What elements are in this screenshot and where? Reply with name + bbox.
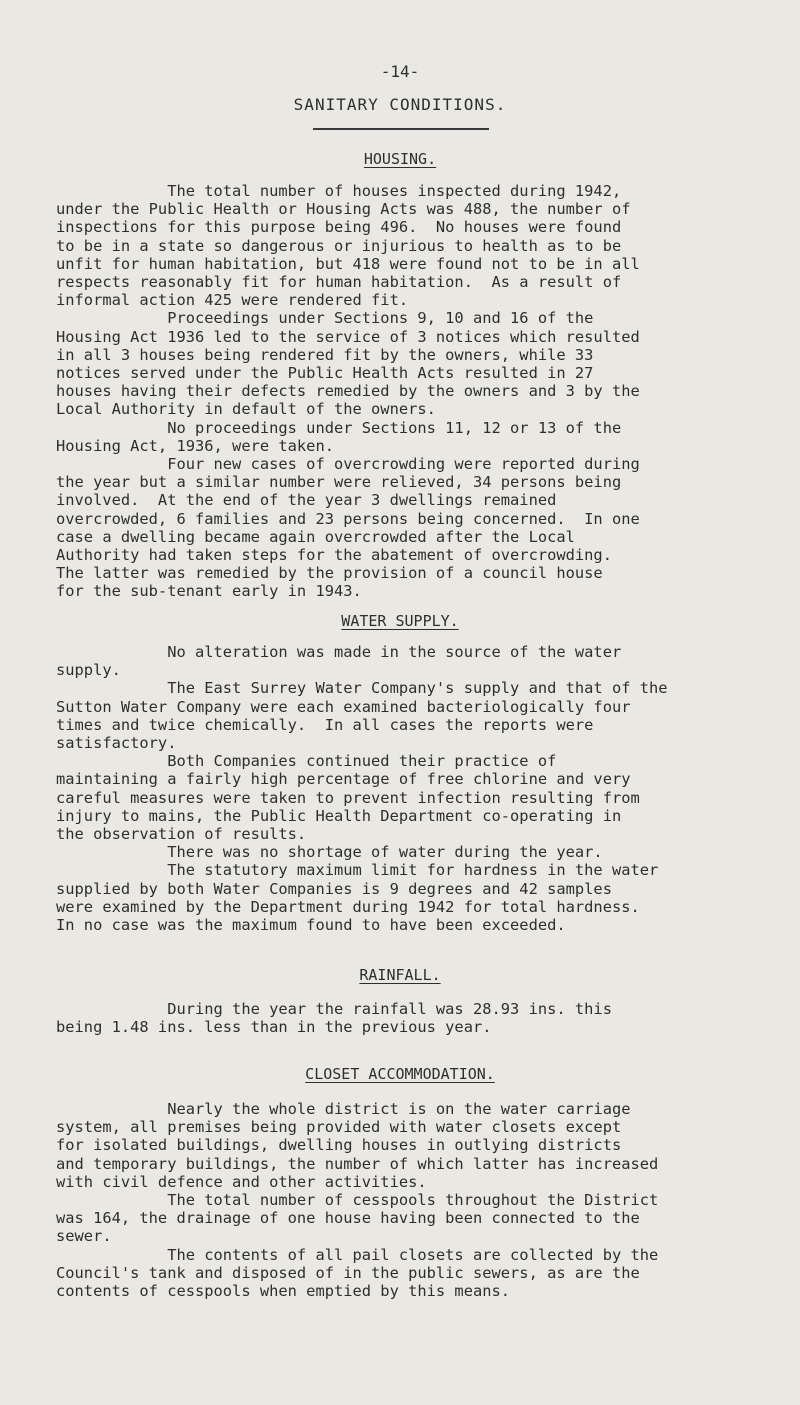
- text-line: under the Public Health or Housing Acts was 488, the number of: [56, 200, 631, 219]
- text-line: There was no shortage of water during the year.: [56, 843, 603, 862]
- text-line: contents of cesspools when emptied by this means.: [56, 1282, 511, 1301]
- text-line: The latter was remedied by the provision of a council house: [56, 564, 603, 583]
- text-line: satisfactory.: [56, 734, 177, 753]
- section-body-housing: [56, 182, 776, 601]
- text-line: The total number of houses inspected during 1942,: [56, 182, 622, 200]
- text-line: Nearly the whole district is on the water carriage: [56, 1100, 631, 1118]
- text-line: to be in a state so dangerous or injurious to health as to be: [56, 236, 622, 255]
- text-line: The total number of cesspools throughout the District: [56, 1191, 659, 1210]
- text-line: overcrowded, 6 families and 23 persons being concerned. In one: [56, 509, 640, 528]
- text-line: Four new cases of overcrowding were reported during: [56, 455, 640, 474]
- text-line: The statutory maximum limit for hardness in the water: [56, 861, 659, 880]
- text-line: careful measures were taken to prevent infection resulting from: [56, 788, 640, 807]
- text-line: Council's tank and disposed of in the public sewers, as are the: [56, 1263, 640, 1282]
- text-line: unfit for human habitation, but 418 were found not to be in all: [56, 254, 640, 273]
- text-line: case a dwelling became again overcrowded after the Local: [56, 527, 575, 546]
- text-line: During the year the rainfall was 28.93 ins. this: [56, 1000, 612, 1018]
- text-line: respects reasonably fit for human habitation. As a result of: [56, 273, 622, 292]
- text-line: with civil defence and other activities.: [56, 1172, 427, 1191]
- text-line: Housing Act 1936 led to the service of 3 notices which resulted: [56, 327, 640, 346]
- section-body-water-supply: [56, 643, 776, 934]
- text-line: were examined by the Department during 1942 for total hardness.: [56, 897, 640, 916]
- text-line: supply.: [56, 661, 121, 680]
- text-line: for the sub-tenant early in 1943.: [56, 582, 362, 601]
- text-line: houses having their defects remedied by the owners and 3 by the: [56, 382, 640, 401]
- text-line: In no case was the maximum found to have been exceeded.: [56, 916, 566, 935]
- text-line: Proceedings under Sections 9, 10 and 16 of the: [56, 309, 594, 328]
- text-line: informal action 425 were rendered fit.: [56, 291, 409, 310]
- text-line: maintaining a fairly high percentage of free chlorine and very: [56, 770, 631, 789]
- section-heading-rainfall: RAINFALL.: [359, 966, 441, 984]
- text-line: Local Authority in default of the owners.: [56, 400, 436, 419]
- section-heading-closet-accommodation: CLOSET ACCOMMODATION.: [305, 1065, 495, 1083]
- text-line: times and twice chemically. In all cases the reports were: [56, 715, 594, 734]
- text-line: and temporary buildings, the number of which latter has increased: [56, 1154, 659, 1173]
- text-line: notices served under the Public Health Acts resulted in 27: [56, 364, 594, 383]
- text-line: inspections for this purpose being 496. No houses were found: [56, 218, 622, 237]
- title-divider: [313, 128, 489, 130]
- text-line: Housing Act, 1936, were taken.: [56, 436, 334, 455]
- text-line: No proceedings under Sections 11, 12 or 13 of the: [56, 418, 622, 437]
- text-line: sewer.: [56, 1227, 112, 1246]
- text-line: The contents of all pail closets are collected by the: [56, 1245, 659, 1264]
- text-line: involved. At the end of the year 3 dwellings remained: [56, 491, 557, 510]
- text-line: Authority had taken steps for the abatement of overcrowding.: [56, 546, 612, 565]
- text-line: injury to mains, the Public Health Department co-operating in: [56, 806, 622, 825]
- section-body-closet-accommodation: [56, 1100, 776, 1300]
- text-line: No alteration was made in the source of the water: [56, 643, 622, 661]
- text-line: the observation of results.: [56, 825, 307, 844]
- text-line: was 164, the drainage of one house having been connected to the: [56, 1209, 640, 1228]
- section-heading-housing: HOUSING.: [363, 150, 437, 168]
- section-heading-water-supply: WATER SUPPLY.: [341, 612, 459, 630]
- section-body-rainfall: [56, 1000, 776, 1036]
- text-line: The East Surrey Water Company's supply and that of the: [56, 679, 668, 698]
- page-number: -14-: [380, 62, 420, 81]
- text-line: being 1.48 ins. less than in the previous year.: [56, 1018, 492, 1037]
- text-line: system, all premises being provided with water closets except: [56, 1118, 622, 1137]
- text-line: supplied by both Water Companies is 9 degrees and 42 samples: [56, 879, 612, 898]
- text-line: for isolated buildings, dwelling houses in outlying districts: [56, 1136, 622, 1155]
- text-line: the year but a similar number were relieved, 34 persons being: [56, 473, 622, 492]
- page-title: SANITARY CONDITIONS.: [293, 95, 507, 114]
- text-line: Both Companies continued their practice of: [56, 752, 557, 771]
- text-line: Sutton Water Company were each examined bacteriologically four: [56, 697, 631, 716]
- text-line: in all 3 houses being rendered fit by the owners, while 33: [56, 345, 594, 364]
